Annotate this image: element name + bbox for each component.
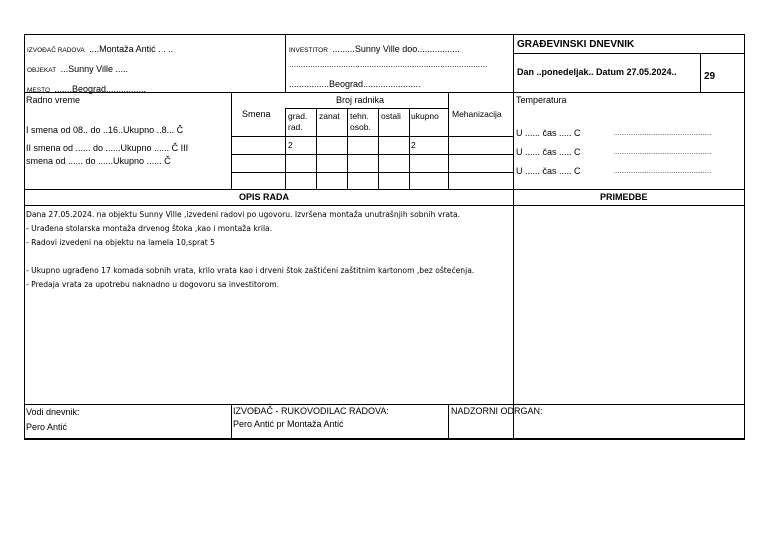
- divider: [448, 404, 449, 439]
- investitor-line-2: ....................................................................................: [289, 59, 488, 69]
- description-line: Dana 27.05.2024. na objektu Sunny Ville ,izvedeni radovi po ugovoru. Izvršena montaža unutrašnjih sobnih vrata.: [26, 210, 461, 219]
- divider: [513, 53, 745, 54]
- divider: [231, 404, 232, 439]
- row1-grad-rad-value: 2: [288, 140, 293, 150]
- col-grad-rad-2: rad.: [288, 122, 303, 132]
- day-date: Dan ..ponedeljak.. Datum 27.05.2024..: [517, 67, 677, 77]
- border-left: [24, 34, 25, 440]
- divider: [409, 108, 410, 190]
- border-top: [24, 34, 745, 35]
- divider: [285, 108, 448, 109]
- vodi-dnevnik-label: Vodi dnevnik:: [26, 407, 80, 417]
- divider: [24, 404, 745, 405]
- izvodjac-field: [27, 40, 173, 56]
- temp-row-1-line: ......................................................: [614, 130, 712, 137]
- temp-row-2: U ...... čas ..... C: [516, 147, 581, 157]
- col-zanat: zanat: [319, 111, 340, 121]
- shift-1: I smena od 08.. do ..16..Ukupno ..8... Č: [26, 125, 184, 135]
- objekat-value: ...Sunny Ville .....: [60, 64, 128, 74]
- divider: [513, 34, 514, 440]
- investitor-value: .........Sunny Ville doo.................: [332, 44, 460, 54]
- radno-vreme-label: Radno vreme: [26, 95, 81, 105]
- investitor-field: [289, 40, 460, 56]
- divider: [700, 53, 701, 93]
- divider: [285, 34, 286, 92]
- izvodjac-value: ....Montaža Antić . . ..: [89, 44, 174, 54]
- objekat-label: OBJEKAT: [27, 67, 57, 74]
- izvodjac-label: IZVOĐAČ RADOVA: [27, 47, 85, 54]
- page-number: 29: [704, 71, 716, 82]
- temp-row-1: U ...... čas ..... C: [516, 128, 581, 138]
- document-title: GRAĐEVINSKI DNEVNIK: [517, 39, 635, 50]
- col-tehn-osob: tehn.: [350, 111, 369, 121]
- mesto-field: [27, 80, 146, 96]
- divider: [231, 136, 513, 137]
- divider: [347, 108, 348, 190]
- border-bottom: [24, 438, 745, 440]
- description-line: - Radovi izvedeni na objektu na lamela 10,sprat 5: [26, 238, 215, 247]
- temp-row-3-line: ......................................................: [614, 168, 712, 175]
- temperatura-label: Temperatura: [516, 95, 567, 105]
- divider: [24, 189, 745, 190]
- rukovodilac-label: IZVOĐAČ - RUKOVODILAC RADOVA:: [233, 406, 389, 416]
- vodi-dnevnik-name: Pero Antić: [26, 422, 68, 432]
- border-right: [744, 34, 745, 440]
- divider: [24, 205, 745, 206]
- primedbe-header: PRIMEDBE: [600, 192, 648, 202]
- temp-row-2-line: ......................................................: [614, 149, 712, 156]
- row1-ukupno-value: 2: [411, 140, 416, 150]
- divider: [378, 108, 379, 190]
- nadzorni-organ-label: NADZORNI ODRGAN:: [451, 406, 543, 416]
- objekat-field: [27, 60, 128, 76]
- mehanizacija-header: Mehanizacija: [452, 109, 502, 119]
- broj-radnika-header: Broj radnika: [336, 95, 385, 105]
- col-tehn-osob-2: osob.: [350, 122, 371, 132]
- divider: [285, 108, 286, 190]
- shift-2: II smena od ...... do ......Ukupno ...... Č III: [26, 143, 189, 153]
- shift-3: smena od ...... do ......Ukupno ...... Č: [26, 156, 171, 166]
- temp-row-3: U ...... čas ..... C: [516, 166, 581, 176]
- divider: [231, 172, 513, 173]
- description-line: - Urađena stolarska montaža drvenog štoka ,kao i montaža krila.: [26, 224, 273, 233]
- mesto-label: MESTO: [27, 87, 50, 94]
- rukovodilac-name: Pero Antić pr Montaža Antić: [233, 419, 344, 429]
- col-ukupno: ukupno: [411, 111, 439, 121]
- description-line: - Predaja vrata za upotrebu naknadno u dogovoru sa investitorom.: [26, 280, 280, 289]
- investitor-line-3: ................Beograd.......................: [289, 79, 421, 89]
- divider: [231, 92, 232, 190]
- mesto-value: .......Beograd................: [54, 84, 146, 94]
- smena-header: Smena: [242, 109, 271, 119]
- divider: [316, 108, 317, 190]
- opis-rada-header: OPIS RADA: [239, 192, 290, 202]
- divider: [448, 92, 449, 190]
- divider: [231, 154, 513, 155]
- investitor-label: INVESTITOR: [289, 47, 328, 54]
- col-grad-rad: grad.: [288, 111, 308, 121]
- col-ostali: ostali: [381, 111, 401, 121]
- description-line: - Ukupno ugrađeno 17 komada sobnih vrata, krilo vrata kao i drveni štok zaštićeni zaštitnim kartonom ,bez oštećenja.: [26, 266, 475, 275]
